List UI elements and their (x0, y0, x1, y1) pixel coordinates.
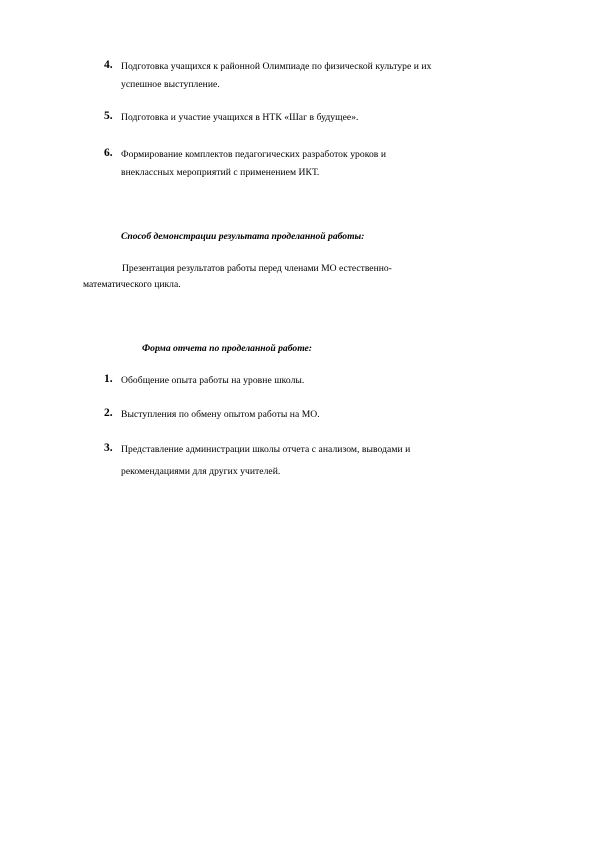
list-item-number: 2. (104, 407, 113, 419)
list-item-text: рекомендациями для других учителей. (121, 466, 281, 477)
list-item-text: успешное выступление. (121, 79, 220, 90)
section-heading: Форма отчета по проделанной работе: (142, 343, 312, 354)
paragraph-line: математического цикла. (83, 279, 181, 290)
list-item-text: внеклассных мероприятий с применением ИКТ. (121, 167, 320, 178)
list-item-number: 5. (104, 110, 113, 122)
list-item-text: Выступления по обмену опытом работы на МО. (121, 409, 320, 420)
list-item-text: Подготовка и участие учащихся в НТК «Шаг в будущее». (121, 112, 359, 123)
list-item-number: 4. (104, 59, 113, 71)
list-item-text: Подготовка учащихся к районной Олимпиаде по физической культуре и их (121, 61, 432, 72)
paragraph-line: Презентация результатов работы перед членами МО естественно- (122, 263, 392, 274)
list-item-text: Формирование комплектов педагогических разработок уроков и (121, 149, 387, 160)
list-item-number: 6. (104, 147, 113, 159)
list-item-text: Представление администрации школы отчета с анализом, выводами и (121, 444, 411, 455)
list-item-number: 1. (104, 373, 113, 385)
list-item-text: Обобщение опыта работы на уровне школы. (121, 375, 305, 386)
list-item-number: 3. (104, 442, 113, 454)
section-heading: Способ демонстрации результата проделанной работы: (121, 231, 365, 242)
